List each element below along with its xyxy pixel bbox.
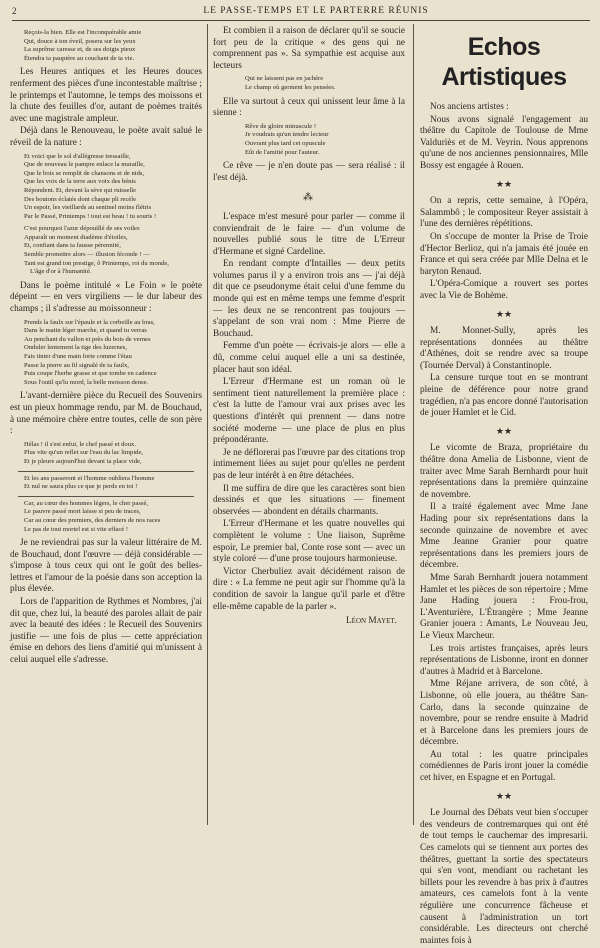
author-signature: Léon Mayet. [346, 616, 397, 627]
verse-block [10, 29, 202, 63]
verse-separator [18, 496, 194, 497]
verse-line: Sous l'outil qu'lu mord, la belle moisson dense. [24, 378, 149, 386]
ornament-divider: ⁂ [303, 192, 315, 204]
verse-line: Et, confiant dans ta fausse pérennité, [24, 242, 121, 250]
verse-line: Puis coupe l'herbe grasse et que tombe en cadence [24, 370, 157, 378]
verse-line: Tant est grand ton prestige, ô Printemps, roi du monde, [24, 259, 169, 267]
verse-line: Semble promettre alors — illusion féconde ! — [24, 251, 150, 259]
verse-line: Plus vite qu'un reflet sur l'eau du lac limpide, [24, 449, 144, 457]
verse-line: Que de nouveau le pampre enlace la muraille, [24, 161, 145, 169]
paragraph: Je ne reviendrai pas sur la valeur littéraire de M. de Bouchaud, dont l'œuvre — déjà considérable — s'impose à tous ceux qui ont le goût des belles-lettres et l'amour de la poésie dans son acception la plus élevée. [10, 538, 202, 595]
verse-line: Je voudrais qu'un tendre lecteur [245, 131, 329, 139]
verse-separator [18, 471, 194, 472]
verse-line: Et les ans passeront et l'homme oubliera l'homme [24, 474, 155, 482]
paragraph: L'avant-dernière pièce du Recueil des Souvenirs est un pieux hommage rendu, par M. de Bouchaud, à une mémoire chère entre toutes, celle de son père : [10, 391, 202, 437]
verse-block [10, 500, 202, 534]
verse-block [10, 441, 202, 467]
stars-divider: ★★ [495, 308, 513, 319]
verse-line: L'âge d'or à l'humanité. [30, 268, 92, 276]
paragraph: Nos anciens artistes : [430, 102, 509, 112]
paragraph: M. Monnet-Sully, après les représentations données au théâtre d'Athènes, doit se rendre avec sa troupe (Tournée Derval) à Constantinople. [420, 326, 588, 371]
verse-line: Le champ où germent les pensées. [245, 83, 336, 91]
verse-line: Et voici que le sol d'allégresse tressaille, [24, 152, 131, 160]
verse-line: Et nul ne saura plus ce que je perds en toi ! [24, 483, 138, 491]
paragraph: Elle va surtout à ceux qui unissent leur âme à la sienne : [213, 96, 405, 119]
verse-line: Reçois-la bien. Elle est l'inconquérable amie [24, 29, 142, 36]
verse-line: Car au cœur des premiers, des derniers de nos races [24, 516, 161, 524]
verse-line: Passe la pierre au fil signalé de ta faulx, [24, 361, 129, 369]
verse-line: Car, au cœur des hommes légers, le cher passé, [24, 499, 149, 507]
stars-divider: ★★ [495, 790, 513, 801]
verse-line: Au penchant du vallon et près du bois de vernes [24, 335, 151, 343]
paragraph: Les Heures antiques et les Heures douces renferment des pièces d'une incontestable maîtrise ; le printemps et l'automne, le temps des moissons et la chute des feuilles d'or, autant de poèmes traités avec une magistrale ampleur. [10, 67, 202, 124]
verse-line: Qui, douce à ton éveil, posera sur les yeux [24, 37, 136, 45]
verse-block [10, 319, 202, 388]
paragraph: Le Journal des Débats veut bien s'occuper des vendeurs de contremarques qui ont été de tout temps le cauchemar des impresarii. Ces camelots qui se tiennent aux portes des théâtres, guettant la sortie des spectateurs qui s'en vont, mendiant ou rachetant les billets pour les revendre à bas prix à d'autres amateurs, ces camelots font à la vente régulière une concurrence fâcheuse et causent à l'administration un tort considérable. Les directeurs ont cherché maintes fois à [420, 808, 588, 946]
paragraph: Et combien il a raison de déclarer qu'il se soucie fort peu de la critique « des gens qui ne comprennent pas ». Sa sympathie est acquise aux lecteurs [213, 26, 405, 71]
paragraph: Le vicomte de Braza, propriétaire du théâtre dona Amelia de Lisbonne, vient de traiter avec Mme Sarah Bernhardt pour huit représentations dans la première quinzaine de novembre. [420, 443, 588, 500]
column-3 [420, 26, 588, 948]
page-number: 2 [12, 6, 17, 16]
verse-line: Par le Passé, Printemps ! tout est beau ! tu souris ! [24, 212, 157, 220]
paragraph: Mme Réjane arrivera, de son côté, à Lisbonne, où elle jouera, au théâtre San-Carlo, dans la seconde quinzaine de novembre, pour se rendre ensuite à Madrid et à Barcelone dans les premiers jours de décembre. [420, 679, 588, 748]
paragraph: Dans le poème intitulé « Le Foin » le poète dépeint — en vers virgiliens — le dur labeur des champs ; il s'adresse au moissonneur : [10, 280, 202, 315]
paragraph: Il a traité également avec Mme Jane Hading pour six représentations dans la seconde quinzaine de novembre et avec Mme Jeanne Granier pour quatre représentations dans les premiers jours de décembre. [420, 502, 588, 571]
paragraph: On a repris, cette semaine, à l'Opéra, Salammbô ; le compositeur Reyer assistait à l'une des dernières répétitions. [420, 196, 588, 230]
verse-line: Que les voix de la terre aux voix des bénis [24, 178, 136, 186]
verse-line: Apparaît un moment diadème d'étoiles, [24, 233, 128, 241]
paragraph: La censure turque tout en se montrant pleine de déférence pour notre grand tragédien, n'a pas encore donné l'autorisation de jouer Hamlet et le Cid. [420, 373, 588, 419]
verse-line: Étendra ta paupière au couchant de ta vie. [24, 54, 135, 62]
stars-divider: ★★ [495, 178, 513, 189]
paragraph: On s'occupe de monter la Prise de Troie d'Hector Berlioz, qui n'a jamais été jouée en France et qui sera créée par Mlle Delna et le baryton Renaud. [420, 231, 588, 277]
paragraph: L'Opéra-Comique a rouvert ses portes avec la Vie de Bohème. [420, 279, 588, 301]
paragraph: Victor Cherbuliez avait décidément raison de dire : « La femme ne peut agir sur l'homme qu'à la condition de savoir la langue qu'il parle et d'être elle-même capable de la parler ». [213, 566, 405, 612]
header-rule [12, 20, 590, 21]
verse-line: La suprême caresse et, de ses doigts pieux [24, 46, 136, 54]
verse-line: Eût de l'amitié pour l'auteur. [245, 148, 320, 156]
verse-line: Rêve de gloire minuscule ! [245, 122, 317, 130]
paragraph: Il me suffira de dire que les caractères sont bien dessinés et que les situations — finement observées — abondent en détails charmants. [213, 483, 405, 517]
verse-block [10, 475, 202, 492]
column-divider [413, 24, 414, 825]
paragraph: L'espace m'est mesuré pour parler — comme il conviendrait de le faire — d'un volume de nouvelles publié sous le titre de L'Erreur d'Hermane et signé Cardeline. [213, 211, 405, 257]
verse-line: Hélas ! il s'est enfui, le chef passé et doux. [24, 440, 136, 448]
paragraph: En rendant compte d'Intailles — deux petits volumes parus il y a environ trois ans — j'ai déjà dit que ce pseudonyme était celui d'une femme du monde qui est en même temps une femme d'esprit — les deux ne se rencontrent pas toujours — s'appelant de son vrai nom : Mme Pierre de Bouchaud. [213, 259, 405, 339]
paragraph: L'Erreur d'Hermane est un roman où le sentiment tient naturellement la première place : c'est la lutte de l'amour vrai aux prises avec les questions d'intérêt qui prennent — dans notre société moderne — une place de plus en plus prépondérante. [213, 377, 405, 446]
column-2 [213, 26, 405, 628]
paragraph: Je ne déflorerai pas l'œuvre par des citations trop intimement liées au sujet pour qu'elles ne perdent pas de leur intérêt à en être détachées. [213, 447, 405, 481]
verse-line: Et je pleure aujourd'hui devant ta place vide, [24, 457, 142, 465]
verse-block [10, 153, 202, 277]
column-divider [207, 24, 208, 825]
verse-line: Onduler lentement la tige des luzernes, [24, 344, 127, 352]
paragraph: Lors de l'apparition de Rythmes et Nombres, j'ai dit que, chez lui, la beauté des paroles allait de pair avec la beauté des idées : le Recueil des Souvenirs justifie — une fois de plus — cette appréciation émise en dehors des liens d'amitié qui m'unissent à celui auquel elle s'adresse. [10, 597, 202, 666]
verse-line: C'est pourquoi l'azur dépouillé de ses voiles [24, 225, 140, 233]
paragraph: Déjà dans le Renouveau, le poète avait salué le réveil de la nature : [10, 126, 202, 148]
column-1 [10, 26, 202, 668]
verse-line: Dans le matin léger marche, et quand tu verras [24, 327, 147, 335]
paragraph: Femme d'un poète — écrivais-je alors — elle a dû, comme celui auquel elle a uni sa destinée, placer haut son idéal. [213, 341, 405, 375]
verse-line: Des boutons éclatés dont chaque pli recèle [24, 195, 137, 203]
verse-line: Un espoir, les vieillards au sentinel moins flétris [24, 204, 152, 212]
paragraph: Ce rêve — je n'en doute pas — sera réalisé : il l'est déjà. [213, 161, 405, 183]
verse-line: Le pas de tout mortel est si vite effacé ! [24, 525, 129, 533]
verse-line: Qui ne laissent pas en jachère [245, 75, 324, 83]
verse-line: Le pauvre passé mort laisse si peu de traces, [24, 508, 141, 516]
paragraph: Mme Sarah Bernhardt jouera notamment Hamlet et les pièces de son répertoire ; Mme Jane Hading jouera : Frou-frou, L'Aventurière, L'Étrangère ; Mme Jeanne Granier jouera : Amants, Le Nouveau Jeu, Le Vieux Marcheur. [420, 572, 588, 641]
verse-line: Que le bois se remplit de chansons et de nids, [24, 169, 145, 177]
verse-block [213, 75, 405, 92]
verse-line: Ouvrant plus tard cet opuscule [245, 139, 326, 147]
verse-line: Prends la faulx sur l'épaule et la corbeille au bras, [24, 318, 155, 326]
paragraph: L'Erreur d'Hermane et les quatre nouvelles qui complètent le volume : Une liaison, Suprême espoir, Le premier bal, Conte rose sont — avec un style coloré — d'une prose toujours harmonieuse. [213, 519, 405, 565]
paragraph: Les trois artistes françaises, après leurs représentations de Lisbonne, iront en donner d'autres à Madrid et à Barcelone. [420, 643, 588, 677]
section-heading: Echos Artistiques [441, 33, 567, 91]
paragraph: Nous avons signalé l'engagement au théâtre du Capitole de Toulouse de Mme Valduriès et de M. Veyrin. Nous apprenons qu'une de nos anciennes pensionnaires, Mlle Bossy est engagée à Rouen. [420, 114, 588, 171]
verse-block [213, 123, 405, 157]
paragraph: Au total : les quatre principales comédiennes de Paris iront jouer la comédie cet hiver, en Espagne et en Portugal. [420, 749, 588, 784]
verse-line: Fais tinter d'une main forte comme l'étau [24, 353, 132, 360]
running-title: LE PASSE-TEMPS ET LE PARTERRE RÉUNIS [203, 6, 429, 16]
verse-line: Répondent. Et, devant la sève qui ruisselle [24, 186, 137, 194]
stars-divider: ★★ [495, 425, 513, 436]
